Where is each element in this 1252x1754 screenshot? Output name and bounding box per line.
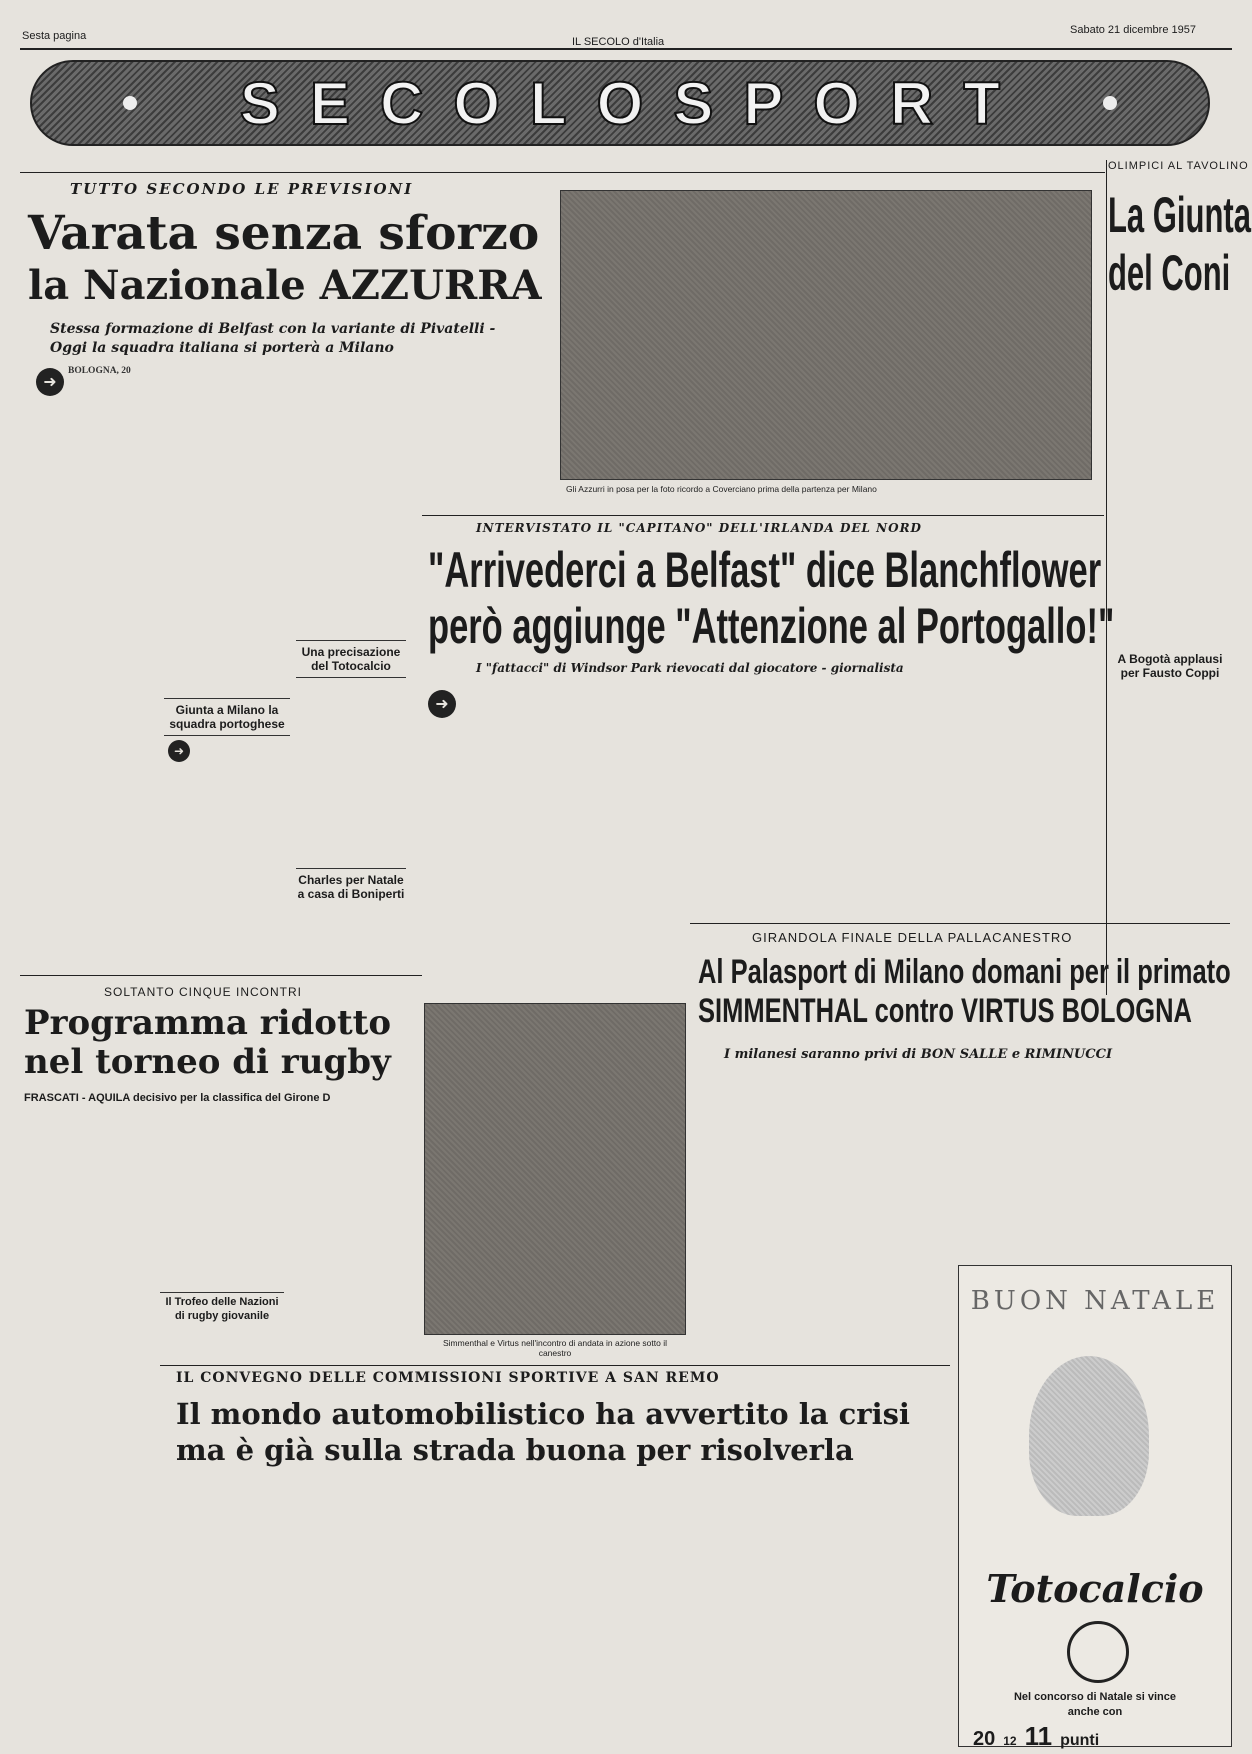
banner-letter: O bbox=[453, 69, 500, 137]
banner-letter: C bbox=[379, 69, 424, 137]
interview-title-2: però aggiunge "Attenzione al Portogallo!" bbox=[428, 598, 1115, 654]
lead-kicker: TUTTO SECONDO LE PREVISIONI bbox=[70, 180, 414, 198]
issue-date: Sabato 21 dicembre 1957 bbox=[1070, 24, 1196, 36]
side-title-1: La Giunta bbox=[1108, 187, 1251, 243]
banner-letter: O bbox=[596, 69, 644, 137]
box-telecalcio: Una precisazione del Totocalcio bbox=[296, 640, 406, 678]
banner-letter: P bbox=[743, 69, 784, 137]
ad-brand: Totocalcio bbox=[986, 1566, 1204, 1611]
ad-line-2: anche con bbox=[1067, 1706, 1123, 1718]
box-rugby-trofeo: Il Trofeo delle Nazioni di rugby giovanile bbox=[160, 1292, 284, 1325]
motor-kicker: IL CONVEGNO DELLE COMMISSIONI SPORTIVE A SAN REMO bbox=[176, 1370, 720, 1386]
basket-kicker: GIRANDOLA FINALE DELLA PALLACANESTRO bbox=[752, 930, 1073, 945]
rugby-title-1: Programma ridotto bbox=[24, 1003, 392, 1043]
basket-photo bbox=[424, 1003, 686, 1335]
dot-left bbox=[123, 96, 137, 110]
ad-line-1: Nel concorso di Natale si vince bbox=[1013, 1691, 1176, 1703]
ad-prize-text: 12 bbox=[1003, 1734, 1017, 1748]
lead-dateline: BOLOGNA, 20 bbox=[68, 366, 131, 376]
banner-letter: E bbox=[309, 69, 350, 137]
secolosport-banner bbox=[30, 60, 1210, 146]
rugby-title-2: nel torneo di rugby bbox=[24, 1042, 391, 1082]
box-coppi: A Bogotà applausi per Fausto Coppi bbox=[1117, 652, 1223, 680]
team-photo bbox=[560, 190, 1092, 480]
rugby-deck: FRASCATI - AQUILA decisivo per la classifica del Girone D bbox=[24, 1092, 331, 1104]
interview-deck: I "fattacci" di Windsor Park rievocati dal giocatore - giornalista bbox=[476, 661, 904, 675]
banner-letter: T bbox=[963, 69, 1001, 137]
banner-letter: R bbox=[890, 69, 934, 137]
lead-title-1: Varata senza sforzo bbox=[28, 206, 540, 261]
ad-prize-number: 20 bbox=[973, 1728, 996, 1750]
rugby-kicker: SOLTANTO CINQUE INCONTRI bbox=[104, 985, 303, 999]
banner-letters bbox=[240, 69, 1000, 138]
motor-title-2: ma è già sulla strada buona per risolverla bbox=[176, 1433, 854, 1467]
basket-body bbox=[694, 1068, 1226, 1258]
team-photo-caption: Gli Azzurri in posa per la foto ricordo a Coverciano prima della partenza per Milano bbox=[566, 484, 877, 494]
motor-body bbox=[164, 1474, 950, 1744]
interview-kicker: INTERVISTATO IL "CAPITANO" DELL'IRLANDA DEL NORD bbox=[476, 521, 922, 535]
side-kicker: OLIMPICI AL TAVOLINO bbox=[1108, 160, 1249, 172]
banner-letter: S bbox=[239, 69, 280, 137]
box-giunta: Giunta a Milano la squadra portoghese bbox=[164, 698, 290, 736]
totocalcio-logo bbox=[1067, 1621, 1129, 1683]
arrow-right-icon: ➜ bbox=[428, 690, 456, 718]
interview-title-1: "Arrivederci a Belfast" dice Blanchflower bbox=[428, 542, 1102, 598]
ad-points-label: punti bbox=[1060, 1732, 1100, 1749]
banner-letter: O bbox=[813, 69, 861, 137]
box-charles: Charles per Natale a casa di Boniperti bbox=[296, 868, 406, 905]
basket-photo-caption: Simmenthal e Virtus nell'incontro di andata in azione sotto il canestro bbox=[442, 1338, 667, 1358]
arrow-right-icon: ➜ bbox=[168, 740, 190, 762]
basket-title-1: Al Palasport di Milano domani per il primato bbox=[698, 953, 1231, 991]
banner-letter: S bbox=[673, 69, 714, 137]
arrow-right-icon: ➜ bbox=[36, 368, 64, 396]
page-label: Sesta pagina bbox=[22, 30, 87, 42]
totocalcio-ad bbox=[958, 1265, 1232, 1751]
lead-title-2: la Nazionale AZZURRA bbox=[28, 262, 542, 309]
side-title-2: del Coni bbox=[1108, 245, 1231, 301]
lead-body-left bbox=[28, 405, 64, 965]
dot-right bbox=[1103, 96, 1117, 110]
basket-title-2: SIMMENTHAL contro VIRTUS BOLOGNA bbox=[698, 992, 1192, 1030]
ad-points: 11 bbox=[1024, 1721, 1053, 1751]
masthead-small: IL SECOLO d'Italia bbox=[572, 36, 665, 48]
basket-deck: I milanesi saranno privi di BON SALLE e RIMINUCCI bbox=[724, 1047, 1113, 1062]
santa-illustration bbox=[1029, 1356, 1149, 1516]
side-body bbox=[1108, 310, 1228, 640]
motor-title-1: Il mondo automobilistico ha avvertito la crisi bbox=[176, 1397, 910, 1431]
lead-deck: Stessa formazione di Belfast con la variante di Pivatelli - Oggi la squadra italiana si porterà a Milano bbox=[50, 321, 496, 356]
banner-letter: L bbox=[529, 69, 567, 137]
ad-arc-text: BUON NATALE bbox=[970, 1286, 1220, 1316]
